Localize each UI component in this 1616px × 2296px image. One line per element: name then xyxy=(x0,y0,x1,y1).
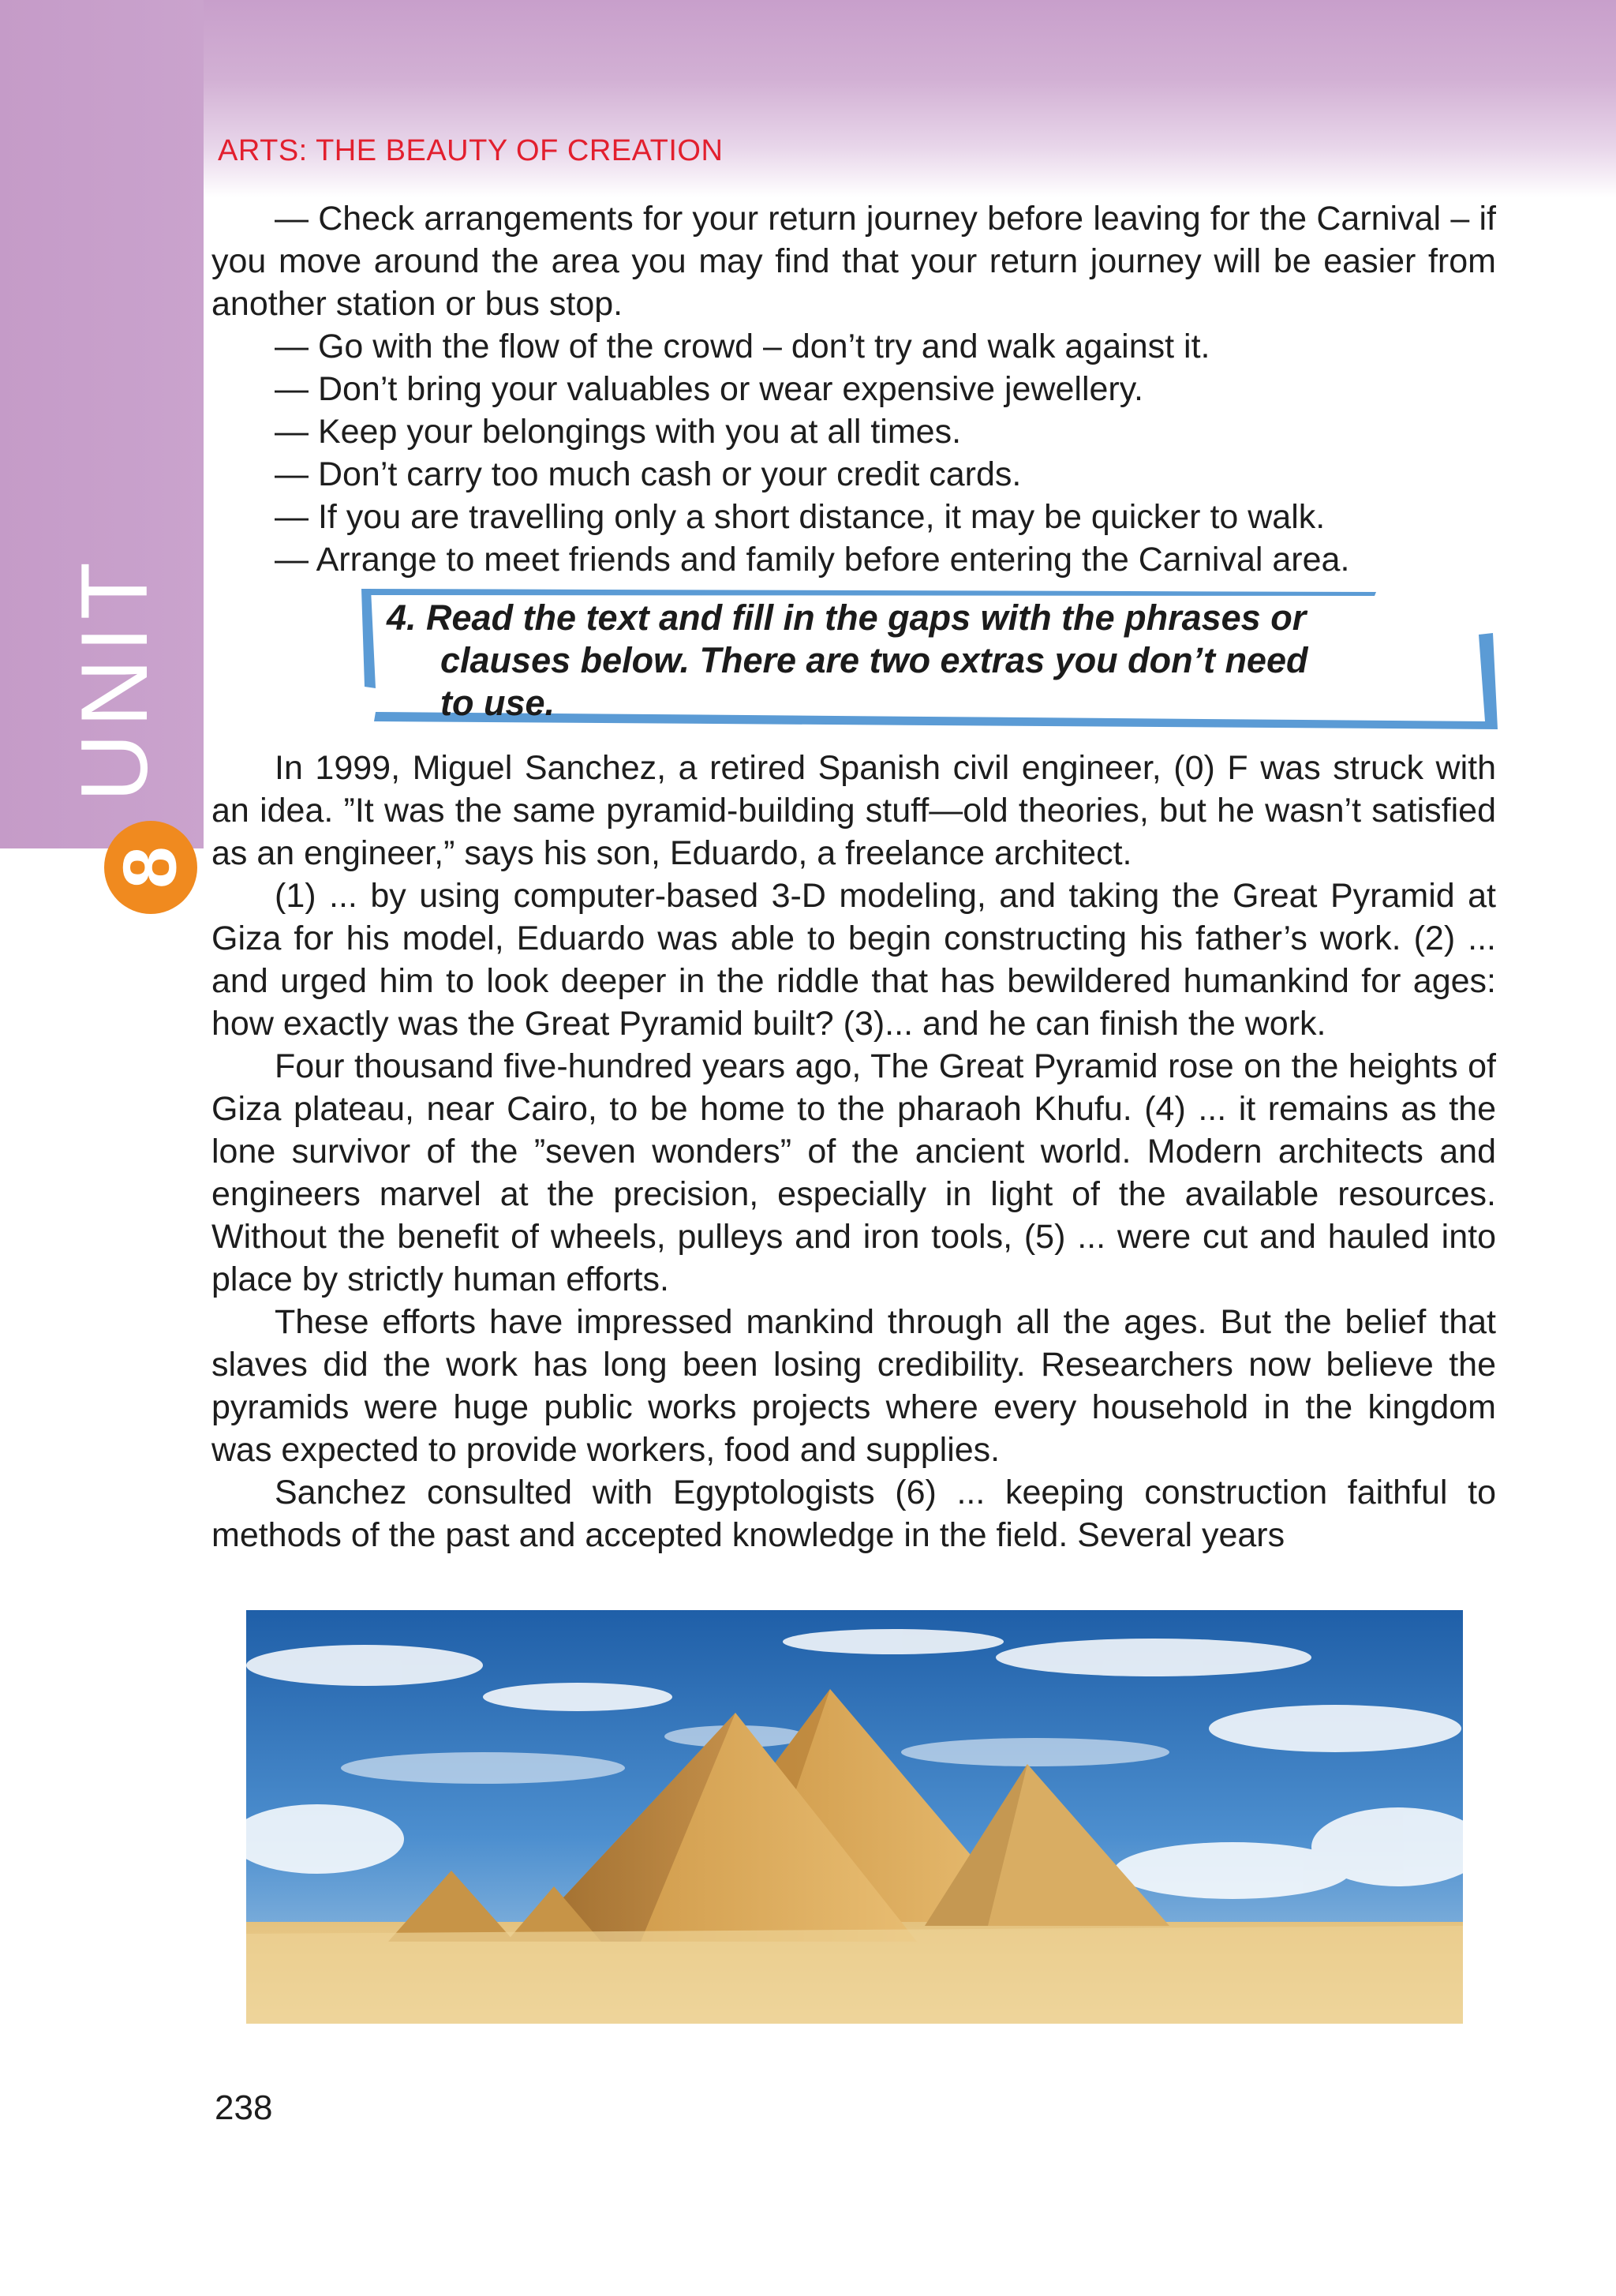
reading-paragraph: Sanchez consulted with Egyptologists (6) ... keeping construction faithful to methods of the past and accepted knowledge in the field. Several years xyxy=(211,1474,1496,1554)
reading-paragraph: Four thousand five-hundred years ago, The Great Pyramid rose on the heights of Giza plateau, near Cairo, to be home to the pharaoh Khufu. (4) ... it remains as the lone survivor of the ”seven wonders” of the ancient world. Modern architects and engineers marvel at the precision, especially in light of the available resources. Without the benefit of wheels, pulleys and iron tools, (5) ... were cut and hauled into place by strictly human efforts. xyxy=(211,1047,1496,1298)
tip-item: — If you are travelling only a short distance, it may be quicker to walk. xyxy=(275,498,1326,536)
task-instruction xyxy=(387,597,1491,725)
tip-item: — Go with the flow of the crowd – don’t try and walk against it. xyxy=(275,328,1210,365)
task-line: 4. Read the text and fill in the gaps with the phrases or xyxy=(387,597,1307,638)
tip-item: — Don’t carry too much cash or your credit cards. xyxy=(275,455,1022,493)
tip-item: — Keep your belongings with you at all times. xyxy=(275,413,962,451)
task-line: clauses below. There are two extras you don’t need xyxy=(440,640,1308,680)
unit-number-badge: 8 xyxy=(104,821,197,914)
pyramids-photo xyxy=(246,1610,1463,2024)
unit-label: UNIT xyxy=(62,556,167,802)
tip-item: — Arrange to meet friends and family before entering the Carnival area. xyxy=(275,541,1350,579)
page-number: 238 xyxy=(215,2088,273,2127)
reading-text xyxy=(211,747,1496,1556)
page-header: ARTS: THE BEAUTY OF CREATION xyxy=(218,134,724,167)
task-line: to use. xyxy=(440,683,556,723)
tip-item: — Check arrangements for your return journey before leaving for the Carnival – if you move around the area you may find that your return journey will be easier from another station or bus stop. xyxy=(211,200,1496,323)
tip-item: — Don’t bring your valuables or wear expensive jewellery. xyxy=(275,370,1143,408)
reading-paragraph: These efforts have impressed mankind through all the ages. But the belief that slaves did the work has long been losing credibility. Researchers now believe the pyramids were huge public works projects where every household in the kingdom was expected to provide workers, food and supplies. xyxy=(211,1303,1496,1469)
tips-list xyxy=(211,197,1496,581)
reading-paragraph: In 1999, Miguel Sanchez, a retired Spanish civil engineer, (0) F was struck with an idea. ”It was the same pyramid-building stuff—old theories, but he wasn’t satisfied as an engineer,” says his son, Eduardo, a freelance architect. xyxy=(211,749,1496,872)
reading-paragraph: (1) ... by using computer-based 3-D modeling, and taking the Great Pyramid at Giza for his model, Eduardo was able to begin constructing his father’s work. (2) ... and urged him to look deeper in the riddle that has bewildered humankind for ages: how exactly was the Great Pyramid built? (3)... and he can finish the work. xyxy=(211,877,1496,1043)
